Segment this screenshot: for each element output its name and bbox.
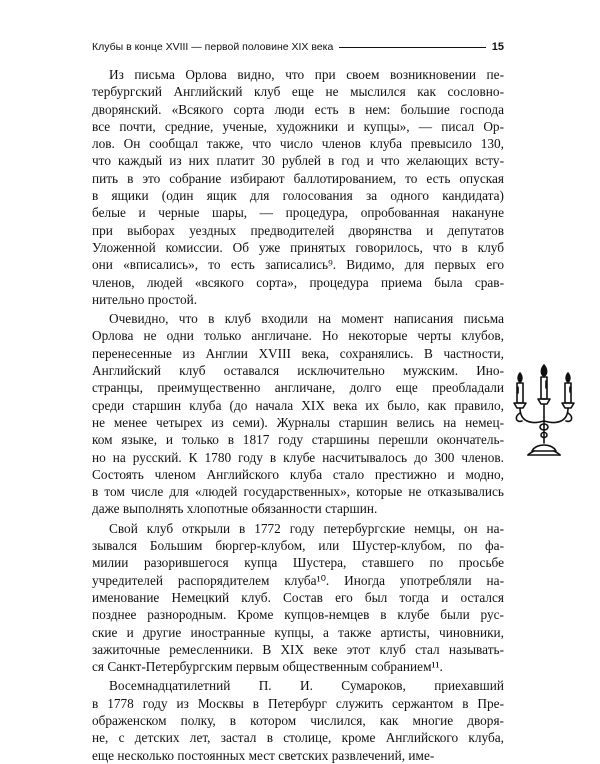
text-line: даже выполнять хлопотные обязанности старшин. xyxy=(92,501,378,517)
text-line: позднее разнородным. Кроме купцов-немцев в клубе были рус- xyxy=(92,607,504,623)
text-line: не менее четырех из семи). Журналы старшин велись на немец- xyxy=(92,414,504,430)
page-number: 15 xyxy=(491,41,504,53)
text-line: что каждый из них платит 30 рублей в год и что желающих всту- xyxy=(92,153,504,169)
body-text xyxy=(92,66,504,764)
candelabra-icon xyxy=(508,363,580,461)
text-line: ские и другие иностранные купцы, а также артисты, чиновники, xyxy=(92,624,504,640)
text-line: в том числе для «людей государственных», которые не отказывались xyxy=(92,484,504,500)
text-line: Восемнадцатилетний П. И. Сумароков, приехавший xyxy=(109,678,504,694)
text-line: среди старшин клуба (до начала XIX века их было, как правило, xyxy=(92,397,504,413)
text-line: белые и черные шары, — процедура, опробованная накануне xyxy=(92,205,504,221)
text-line: они «вписались», то есть записались⁹. Видимо, для первых его xyxy=(92,257,504,273)
text-line: в 1778 году из Москвы в Петербург служить сержантом в Пре- xyxy=(92,695,504,711)
text-line: тербургский Английский клуб еще не мыслился как сословно- xyxy=(92,84,504,100)
running-title: Клубы в конце XVIII — первой половине XIX века xyxy=(92,41,334,53)
text-line: лов. Он сообщал также, что число членов клуба превысило 130, xyxy=(92,136,504,152)
text-line: членов, людей «всякого сорта», процедура приема была срав- xyxy=(92,274,504,290)
text-line: Состоять членом Английского клуба стало престижно и модно, xyxy=(92,466,504,482)
header-rule xyxy=(339,47,485,48)
text-line: в ящики (один ящик для голосования за одного кандидата) xyxy=(92,188,504,204)
text-line: при выборах уездных предводителей дворянства и депутатов xyxy=(92,222,504,238)
text-line: Из письма Орлова видно, что при своем возникновении пе- xyxy=(109,67,504,82)
text-line: именование Немецкий клуб. Состав его был тогда и остался xyxy=(92,589,504,605)
text-line: Орлова не одни только англичане. Но некоторые черты клубов, xyxy=(92,328,504,344)
text-line: еще несколько постоянных мест светских развлечений, име- xyxy=(92,747,435,763)
text-line: ся Санкт-Петербургским первым общественным собранием¹¹. xyxy=(92,659,443,675)
text-line: не, с детских лет, застал в столице, кроме Английского клуба, xyxy=(92,730,504,746)
text-line: все почти, средние, ученые, художники и купцы», — писал Ор- xyxy=(92,118,504,134)
text-line: дворянский. «Всякого сорта люди есть в нем: большие господа xyxy=(92,101,504,117)
text-line: Английский клуб оставался исключительно мужским. Ино- xyxy=(92,363,504,379)
text-line: милии разорившегося купца Шустера, ставшего по просьбе xyxy=(92,555,504,571)
text-line: Уложенной комиссии. Об уже принятых говорилось, что в клуб xyxy=(92,239,504,255)
text-line: зажиточные ремесленники. В XIX веке этот клуб стал называть- xyxy=(92,641,504,657)
text-line: Свой клуб открыли в 1772 году петербургские немцы, он на- xyxy=(109,520,504,536)
text-line: но на русский. К 1780 году в клубе насчитывалось до 300 членов. xyxy=(92,449,504,465)
text-line: учредителей распорядителем клуба¹⁰. Иногда употребляли на- xyxy=(92,572,504,588)
text-line: странцы, преимущественно англичане, долго еще преобладали xyxy=(92,380,504,396)
text-line: ображенском полку, в котором числился, как многие дворя- xyxy=(92,712,504,728)
text-line: Очевидно, что в клуб входили на момент написания письма xyxy=(109,311,504,327)
text-line: нительно простой. xyxy=(92,291,198,307)
text-line: зывался Большим бюргер-клубом, или Шустер-клубом, по фа- xyxy=(92,538,504,554)
text-line: пить в это собрание избирают баллотированием, то есть опуская xyxy=(92,170,504,186)
text-line: перенесенные из Англии XVIII века, сохранялись. В частности, xyxy=(92,345,504,361)
text-line: ком языке, и только в 1817 году старшины перешли окончатель- xyxy=(92,432,504,448)
running-head xyxy=(92,38,504,56)
